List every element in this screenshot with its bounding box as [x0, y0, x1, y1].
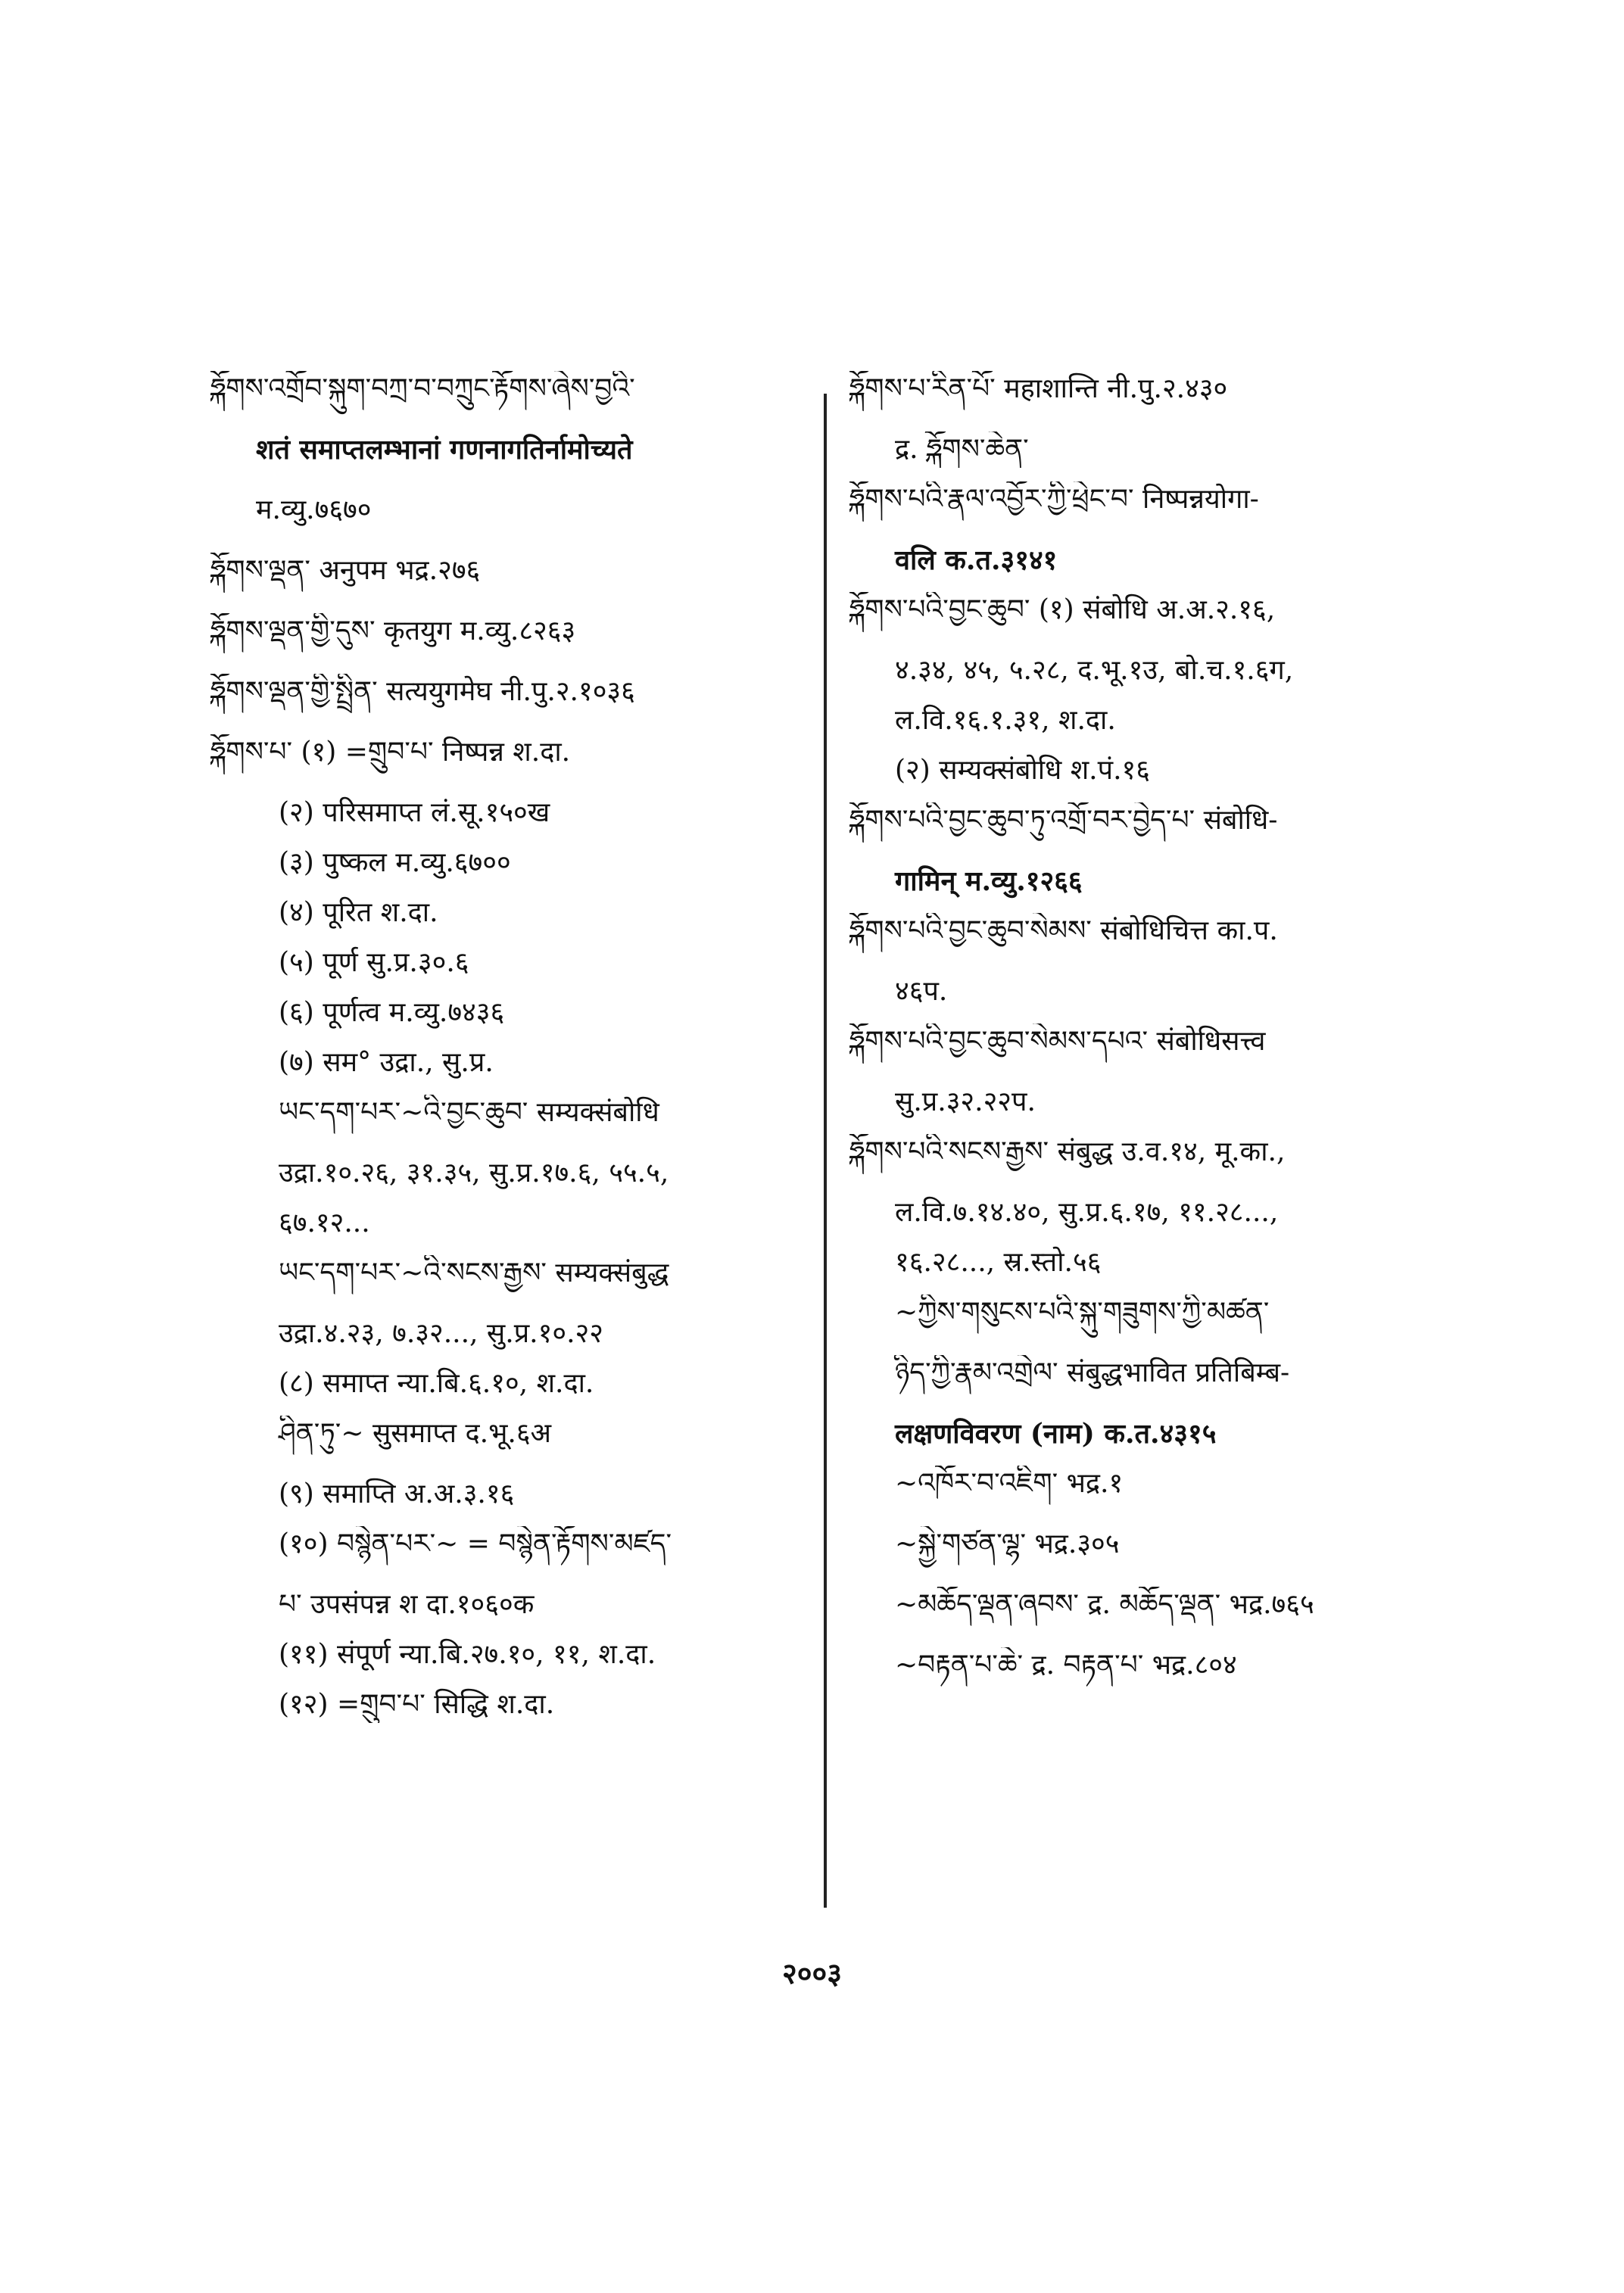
entry-line: लक्षणविवरण (नाम) क.त.४३१५ — [895, 1418, 1217, 1450]
entry-line: ཤིན་ཏུ་~ सुसमाप्त द.भू.६अ — [279, 1418, 552, 1449]
entry-line: ४६प. — [895, 976, 948, 1007]
left-column — [210, 371, 816, 1737]
entry-line: (११) संपूर्ण न्या.बि.२७.१०, ११, श.दा. — [279, 1639, 656, 1670]
entry-line: ཧྐོགས་འགྲོབ་སྐུག་བཀྲ་བ་བཀྲུང་རྟོགས་ཞེས་བྱའི་ — [210, 373, 635, 404]
entry-line: ~བརྟན་པ་ཆེ་ द्र. བརྟན་པ་ भद्र.८०४ — [895, 1650, 1237, 1681]
entry-line: ཧྐོགས་པའི་སངས་རྒྱས་ संबुद्ध उ.व.१४, मू.का., — [849, 1136, 1286, 1167]
entry-line: ४.३४, ४५, ५.२८, द.भू.१उ, बो.च.१.६ग, — [895, 655, 1294, 686]
entry-line: ཡང་དག་པར་~འི་བྱང་ཆུབ་ सम्यक्संबोधि — [279, 1097, 659, 1128]
entry-line: ཧྐོགས་པའི་བྱང་ཆུབ་སེམས་དཔའ་ संबोधिसत्त्व — [849, 1026, 1266, 1057]
entry-line: (८) समाप्त न्या.बि.६.१०, श.दा. — [279, 1368, 594, 1399]
entry-line: ल.वि.१६.१.३१, श.दा. — [895, 705, 1116, 736]
entry-line: (९) समाप्ति अ.अ.३.१६ — [279, 1478, 515, 1509]
page-number: २००३ — [781, 1956, 843, 1990]
entry-line: (७) सम° उद्रा., सु.प्र. — [279, 1047, 494, 1078]
entry-line: शतं समाप्तलम्भानां गणनागतिर्नामोच्यते — [256, 434, 633, 466]
entry-line: (१२) =གྲུབ་པ་ सिद्धि श.दा. — [279, 1689, 555, 1720]
right-column — [849, 371, 1455, 1708]
entry-line: (३) पुष्कल म.व्यु.६७०० — [279, 847, 511, 878]
entry-line: ६७.१२... — [279, 1207, 370, 1238]
entry-line: ཉིད་ཀྱི་རྣམ་འགྲེལ་ संबुद्धभावित प्रतिबिम्ब- — [895, 1357, 1290, 1388]
entry-line: १६.२८..., स्र.स्तो.५६ — [895, 1247, 1102, 1278]
entry-line: गामिन् म.व्यु.१२६६ — [895, 865, 1083, 897]
entry-line: པ་ उपसंपन्न श दा.१०६०क — [279, 1589, 535, 1620]
entry-line: ~ཀྱིས་གསུངས་པའི་སྐུ་གཟུགས་ཀྱི་མཚན་ — [895, 1297, 1270, 1328]
entry-line: (२) परिसमाप्त लं.सू.१५०ख — [279, 797, 550, 828]
entry-line: वलि क.त.३१४१ — [895, 544, 1058, 576]
entry-line: ཧྐོགས་ལྡན་གྱི་དུས་ कृतयुग म.व्यु.८२६३ — [210, 615, 576, 646]
entry-line: (५) पूर्ण सु.प्र.३०.६ — [279, 947, 469, 978]
entry-line: ~མཆོད་ལྡན་ཞབས་ द्र. མཆོད་ལྡན་ भद्र.७६५ — [895, 1589, 1314, 1620]
entry-line: द्र. ཧྐོགས་ཆེན་ — [895, 434, 1029, 465]
entry-line: सु.प्र.३२.२२प. — [895, 1086, 1036, 1117]
entry-line: ཧྐོགས་པའི་བྱང་ཆུབ་སེམས་ संबोधिचित्त का.प. — [849, 915, 1278, 946]
entry-line: ཧྐོགས་པའི་བྱང་ཆུབ་ (१) संबोधि अ.अ.२.१६, — [849, 594, 1276, 625]
entry-line: ཧྐོགས་ལྡན་གྱི་སྤྲིན་ सत्ययुगमेघ नी.पु.२.१०३६ — [210, 676, 635, 707]
entry-line: ཧྐོགས་པ་རིན་པོ་ महाशान्ति नी.पु.२.४३० — [849, 373, 1228, 404]
entry-line: म.व्यु.७६७० — [256, 494, 372, 525]
entry-line: ~འཁོར་བ་འཇིག་ भद्र.१ — [895, 1468, 1124, 1499]
entry-line: ल.वि.७.१४.४०, सु.प्र.६.१७, ११.२८..., — [895, 1197, 1279, 1228]
entry-line: ~སྐྱེ་གཙན་ལྷ་ भद्र.३०५ — [895, 1528, 1120, 1559]
entry-line: ཧྐོགས་པའི་རྣལ་འབྱོར་ཀྱི་ཕྲེང་བ་ निष्पन्नयोगा- — [849, 484, 1259, 515]
column-divider — [824, 394, 827, 1908]
entry-line: (२) सम्यक्संबोधि श.पं.१६ — [895, 755, 1150, 786]
entry-line: (४) पूरित श.दा. — [279, 897, 438, 928]
entry-line: (६) पूर्णत्व म.व्यु.७४३६ — [279, 997, 505, 1028]
entry-line: ཧྐོགས་པའི་བྱང་ཆུབ་ཏུ་འགྲོ་བར་བྱེད་པ་ संबोधि- — [849, 805, 1278, 836]
entry-line: ཡང་དག་པར་~འི་སངས་རྒྱས་ सम्यक्संबुद्ध — [279, 1257, 669, 1288]
entry-line: (१०) བསྙེན་པར་~ = བསྙེན་རྟོགས་མཛད་ — [279, 1528, 672, 1559]
entry-line: ཧྐོགས་ལྡན་ अनुपम भद्र.२७६ — [210, 555, 481, 586]
entry-line: ཧྐོགས་པ་ (१) =གྲུབ་པ་ निष्पन्न श.दा. — [210, 737, 571, 768]
entry-line: उद्रा.१०.२६, ३१.३५, सु.प्र.१७.६, ५५.५, — [279, 1157, 669, 1189]
entry-line: उद्रा.४.२३, ७.३२..., सु.प्र.१०.२२ — [279, 1318, 603, 1349]
